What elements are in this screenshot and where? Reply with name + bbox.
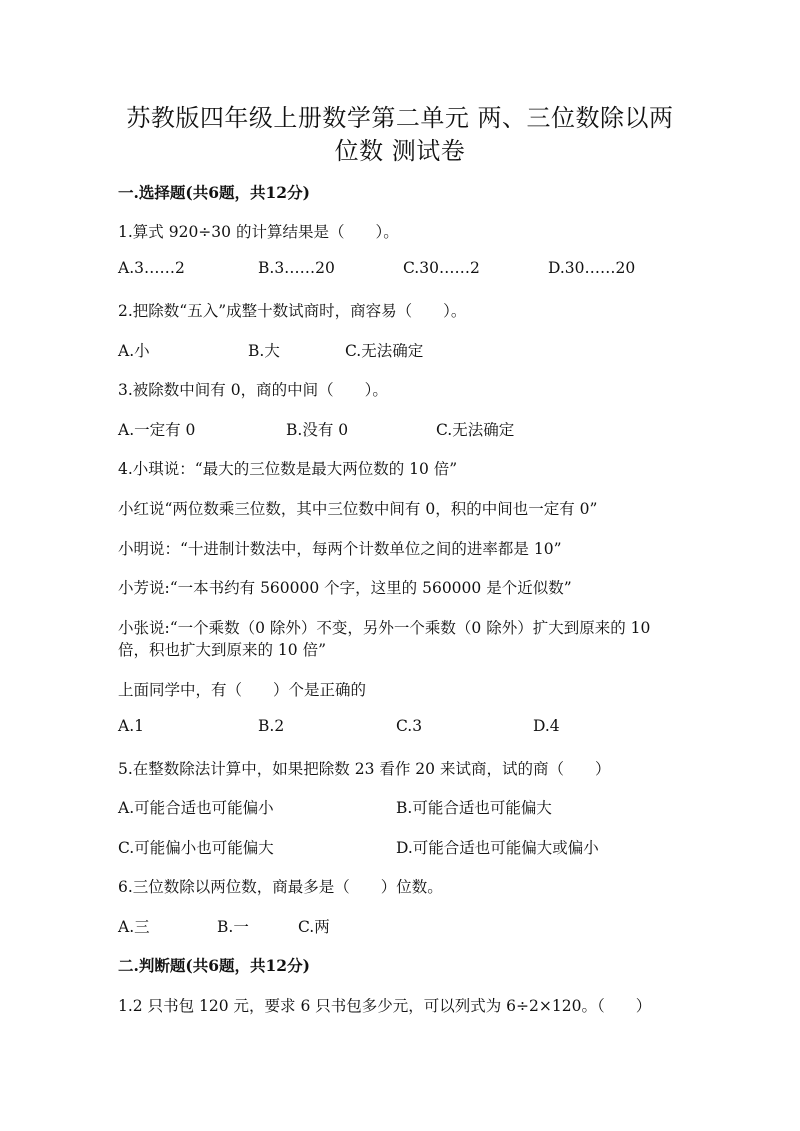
question-3-option-b[interactable]: B.没有 0 — [286, 421, 349, 439]
question-6-option-b[interactable]: B.一 — [217, 918, 249, 936]
question-5-option-c[interactable]: C.可能偏小也可能偏大 — [118, 839, 274, 857]
exam-title-line-1: 苏教版四年级上册数学第二单元 两、三位数除以两 — [126, 104, 674, 132]
question-1-option-c[interactable]: C.30……2 — [403, 259, 480, 277]
section-heading-judgment: 二.判断题(共6题，共12分) — [118, 956, 310, 975]
exam-title-line-2: 位数 测试卷 — [334, 137, 466, 165]
section-heading-choice: 一.选择题(共6题，共12分) — [118, 183, 310, 202]
question-6-option-a[interactable]: A.三 — [118, 918, 150, 936]
question-5-stem: 5.在整数除法计算中，如果把除数 23 看作 20 来试商，试的商（ ） — [118, 760, 611, 778]
question-6-stem: 6.三位数除以两位数，商最多是（ ）位数。 — [118, 878, 443, 896]
question-4-option-a[interactable]: A.1 — [118, 717, 144, 735]
judgment-1-stem: 1.2 只书包 120 元，要求 6 只书包多少元，可以列式为 6÷2×120。（ ） — [118, 997, 652, 1015]
question-4-statement-4: 小芳说:“一本书约有 560000 个字，这里的 560000 是个近似数” — [118, 579, 572, 597]
question-3-option-a[interactable]: A.一定有 0 — [118, 421, 196, 439]
question-5-option-a[interactable]: A.可能合适也可能偏小 — [118, 799, 274, 817]
question-4-stem: 4.小琪说：“最大的三位数是最大两位数的 10 倍” — [118, 460, 458, 478]
question-1-stem: 1.算式 920÷30 的计算结果是（ ）。 — [118, 223, 399, 241]
question-4-option-c[interactable]: C.3 — [396, 717, 423, 735]
question-2-stem: 2.把除数“五入”成整十数试商时，商容易（ ）。 — [118, 302, 467, 320]
question-4-statement-3: 小明说：“十进制计数法中，每两个计数单位之间的进率都是 10” — [118, 540, 562, 558]
question-3-stem: 3.被除数中间有 0，商的中间（ ）。 — [118, 381, 388, 399]
question-1-option-b[interactable]: B.3……20 — [258, 259, 335, 277]
question-3-option-c[interactable]: C.无法确定 — [436, 421, 515, 439]
question-1-option-a[interactable]: A.3……2 — [118, 259, 185, 277]
question-2-option-c[interactable]: C.无法确定 — [345, 342, 424, 360]
question-4-statement-5-line-2: 倍，积也扩大到原来的 10 倍” — [118, 641, 327, 659]
question-2-option-a[interactable]: A.小 — [118, 342, 150, 360]
question-4-ask: 上面同学中，有（ ）个是正确的 — [118, 681, 367, 699]
question-6-option-c[interactable]: C.两 — [298, 918, 330, 936]
question-4-option-d[interactable]: D.4 — [533, 717, 560, 735]
question-2-option-b[interactable]: B.大 — [248, 342, 280, 360]
question-4-option-b[interactable]: B.2 — [258, 717, 285, 735]
question-5-option-b[interactable]: B.可能合适也可能偏大 — [396, 799, 552, 817]
question-5-option-d[interactable]: D.可能合适也可能偏大或偏小 — [396, 839, 599, 857]
question-4-statement-2: 小红说“两位数乘三位数，其中三位数中间有 0，积的中间也一定有 0” — [118, 500, 598, 518]
question-4-statement-5-line-1: 小张说:“一个乘数（0 除外）不变，另外一个乘数（0 除外）扩大到原来的 10 — [118, 619, 651, 637]
question-1-option-d[interactable]: D.30……20 — [548, 259, 636, 277]
